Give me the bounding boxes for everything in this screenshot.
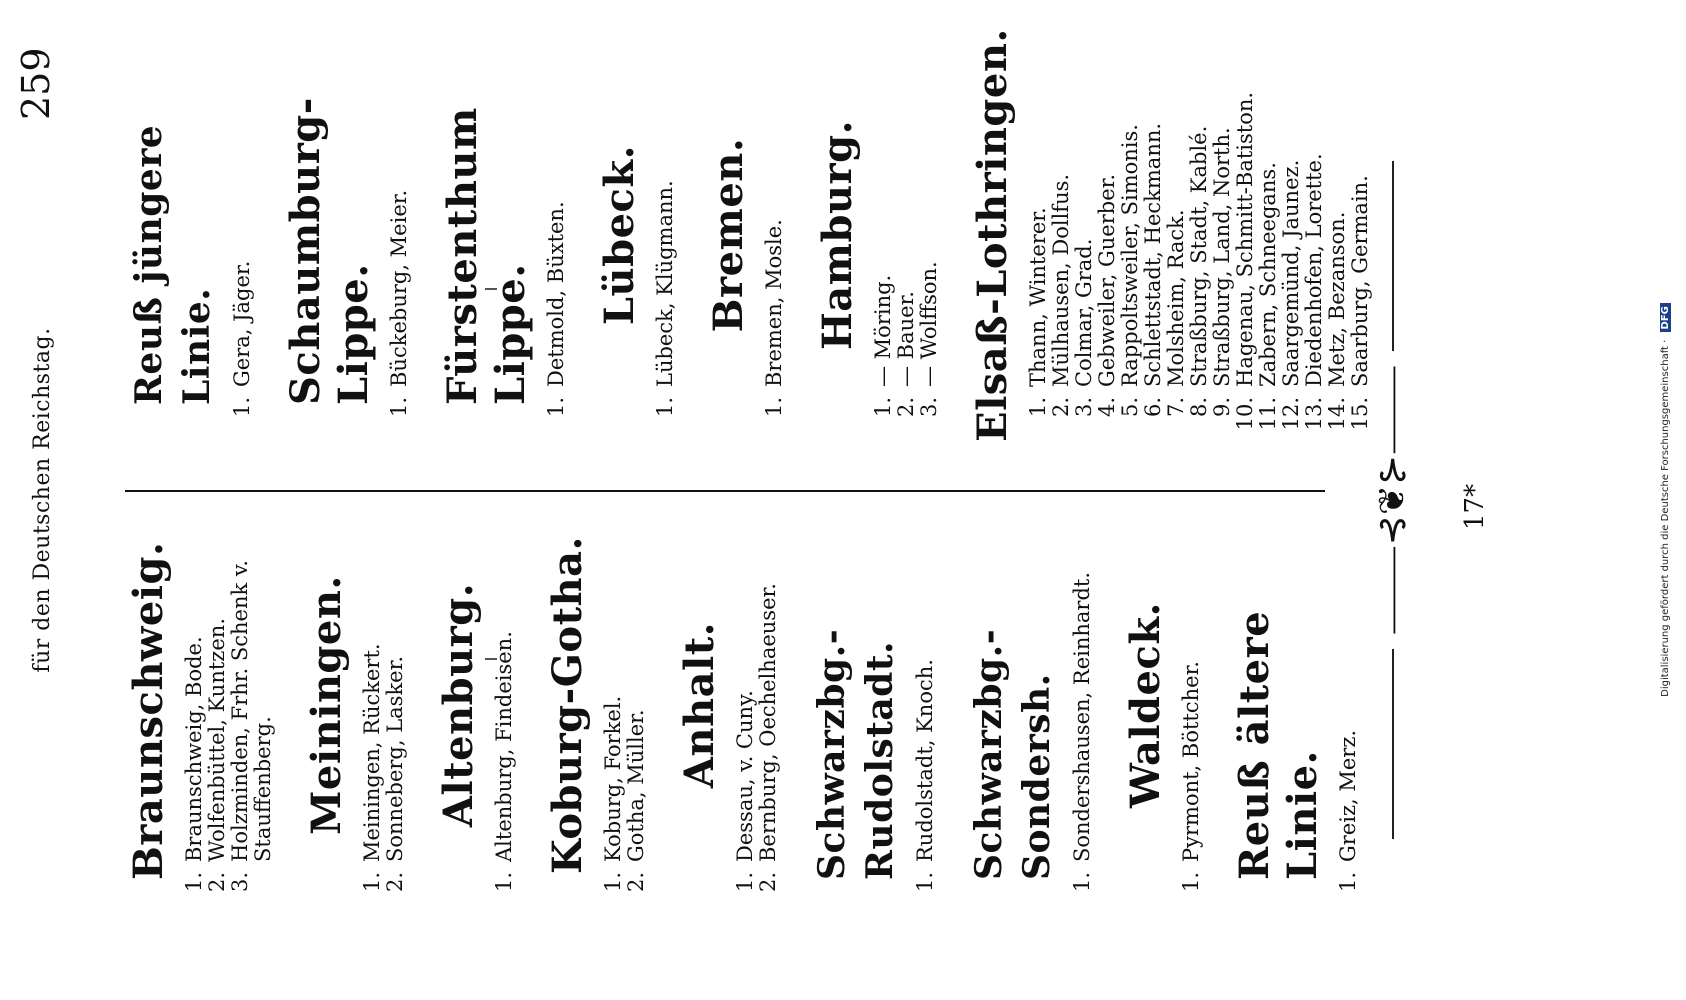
- entry-text: Colmar, Grad.: [1072, 238, 1096, 387]
- state-section: [705, 25, 786, 445]
- constituency-entry: [1119, 25, 1142, 431]
- entry-text: Thann, Winterer.: [1026, 207, 1050, 387]
- entry-number: 1.: [387, 397, 411, 418]
- state-heading: Fürstenthum Lippe.: [439, 107, 534, 405]
- entry-number: 1.: [544, 397, 568, 418]
- entry-number: 2.: [894, 397, 918, 418]
- entry-number: 6.: [1141, 397, 1165, 418]
- state-heading: Schaumburg-Lippe.: [282, 97, 377, 405]
- state-section: [125, 490, 275, 920]
- constituency-entry: [545, 25, 568, 431]
- entry-text: Saarburg, Germain.: [1348, 175, 1372, 387]
- entry-number: 1.: [230, 397, 254, 418]
- right-column: [125, 25, 1400, 445]
- constituency-list: [734, 490, 780, 920]
- constituency-entry: [1211, 25, 1234, 431]
- entry-number: 11.: [1256, 397, 1280, 431]
- state-section: [439, 25, 568, 445]
- constituency-entry: [1180, 490, 1203, 906]
- entry-number: 1.: [1070, 872, 1094, 893]
- entry-number: 4.: [1095, 397, 1119, 418]
- entry-number: 2.: [1049, 397, 1073, 418]
- state-section: [303, 490, 407, 920]
- entry-number: 1.: [601, 872, 625, 893]
- constituency-entry: [757, 490, 780, 906]
- constituency-list: [654, 25, 677, 445]
- constituency-entry: [763, 25, 786, 431]
- closing-ornament: [1372, 0, 1413, 1000]
- constituency-entry: [734, 490, 757, 906]
- entry-text: Bückeburg, Meier.: [387, 189, 411, 387]
- entry-number: 10.: [1233, 397, 1257, 431]
- constituency-entry: [1326, 25, 1349, 431]
- entry-text: Gebweiler, Guerber.: [1095, 173, 1119, 387]
- constituency-entry: [1188, 25, 1211, 431]
- entry-number: 7.: [1164, 397, 1188, 418]
- state-heading: Koburg-Gotha.: [544, 536, 591, 875]
- entry-text: Dessau, v. Cuny.: [733, 690, 757, 862]
- state-section: [1122, 490, 1203, 920]
- entry-text: Straßburg, Stadt, Kablé.: [1187, 125, 1211, 387]
- ornament-rule: [1392, 649, 1394, 839]
- constituency-list: [183, 490, 275, 920]
- entry-number: 2.: [756, 872, 780, 893]
- entry-text: Gotha, Müller.: [624, 709, 648, 862]
- entry-text: Diedenhofen, Lorette.: [1302, 153, 1326, 387]
- entry-number: 2.: [383, 872, 407, 893]
- state-heading: Altenburg.: [435, 582, 482, 828]
- constituency-list: [493, 490, 516, 920]
- state-heading: Elsaß-Lothringen.: [969, 28, 1016, 442]
- entry-number: 14.: [1325, 397, 1349, 431]
- entry-number: 3.: [917, 397, 941, 418]
- entry-number: 3.: [228, 872, 252, 893]
- constituency-entry: [872, 25, 895, 431]
- constituency-entry: [1142, 25, 1165, 431]
- constituency-list: [872, 25, 941, 445]
- constituency-entry: [1234, 25, 1257, 431]
- entry-text: Gera, Jäger.: [230, 260, 254, 387]
- entry-text: Greiz, Merz.: [1336, 729, 1360, 862]
- entry-text: — Möring.: [871, 274, 895, 387]
- entry-number: 9.: [1210, 397, 1234, 418]
- constituency-entry: [361, 490, 384, 906]
- signature-mark: 17*: [1460, 483, 1490, 530]
- state-section: [125, 25, 254, 445]
- state-section: [435, 490, 516, 920]
- ornament-rule: [1392, 161, 1394, 351]
- constituency-entry: [1027, 25, 1050, 431]
- constituency-list: [1180, 490, 1203, 920]
- entry-number: 5.: [1118, 397, 1142, 418]
- entry-text: Detmold, Büxten.: [544, 201, 568, 387]
- entry-number: 1.: [360, 872, 384, 893]
- entry-number: 1.: [762, 397, 786, 418]
- entry-text: Holzminden, Frhr. Schenk v.: [228, 560, 252, 862]
- entry-number: 1.: [1026, 397, 1050, 418]
- constituency-entry: [914, 490, 937, 906]
- state-section: [965, 490, 1094, 920]
- entry-number: 1.: [913, 872, 937, 893]
- entry-text: Straßburg, Land, North.: [1210, 127, 1234, 387]
- entry-text: Rudolstadt, Knoch.: [913, 659, 937, 862]
- entry-text: Stauffenberg.: [251, 716, 275, 862]
- credit-text: Digitalisierung gefördert durch die Deutsche Forschungsgemeinschaft ·: [1660, 339, 1671, 697]
- constituency-entry: [654, 25, 677, 431]
- state-heading: Schwarzbg.-Sondersh.: [968, 628, 1058, 880]
- state-heading: Reuß jüngere Linie.: [128, 124, 218, 405]
- constituency-list: [388, 25, 411, 445]
- entry-number: 2.: [624, 872, 648, 893]
- state-section: [969, 25, 1372, 445]
- state-heading: Lübeck.: [596, 144, 643, 326]
- constituency-entry: [183, 490, 206, 906]
- constituency-entry: [231, 25, 254, 431]
- entry-number: 1.: [871, 397, 895, 418]
- constituency-entry: [1165, 25, 1188, 431]
- constituency-entry: [388, 25, 411, 431]
- entry-text: Metz, Bezanson.: [1325, 211, 1349, 387]
- state-heading: Meiningen.: [303, 575, 350, 835]
- constituency-list: [231, 25, 254, 445]
- state-section: [544, 490, 648, 920]
- entry-number: [252, 872, 275, 906]
- entry-text: — Wolffson.: [917, 261, 941, 387]
- state-heading: Braunschweig.: [125, 541, 172, 880]
- entry-number: 12.: [1279, 397, 1303, 431]
- entry-number: 1.: [733, 872, 757, 893]
- entry-number: 1.: [1336, 872, 1360, 893]
- constituency-entry: [1303, 25, 1326, 431]
- entry-text: Sonneberg, Lasker.: [383, 655, 407, 862]
- entry-text: Zabern, Schneegans.: [1256, 162, 1280, 387]
- constituency-entry: [918, 25, 941, 431]
- constituency-list: [602, 490, 648, 920]
- state-section: [814, 25, 941, 445]
- entry-text: Braunschweig, Bode.: [182, 636, 206, 862]
- constituency-entry: [625, 490, 648, 906]
- state-heading: Schwarzbg.-Rudolstadt.: [811, 628, 901, 880]
- entry-text: Molsheim, Rack.: [1164, 209, 1188, 387]
- constituency-entry: [602, 490, 625, 906]
- constituency-entry: [206, 490, 229, 906]
- state-heading: Reuß ältere Linie.: [1231, 610, 1326, 880]
- constituency-entry: [1337, 490, 1360, 906]
- entry-number: 1.: [182, 872, 206, 893]
- constituency-entry: [1096, 25, 1119, 431]
- state-heading: Bremen.: [705, 137, 752, 333]
- entry-number: 15.: [1348, 397, 1372, 431]
- constituency-entry: [1280, 25, 1303, 431]
- entry-text: Pyrmont, Böttcher.: [1179, 661, 1203, 862]
- constituency-entry: [1073, 25, 1096, 431]
- constituency-entry: [1349, 25, 1372, 431]
- state-heading: Waldeck.: [1122, 602, 1169, 808]
- constituency-entry: [1257, 25, 1280, 431]
- state-section: [596, 25, 677, 445]
- entry-text: Koburg, Forkel.: [601, 695, 625, 862]
- entry-text: Sondershausen, Reinhardt.: [1070, 571, 1094, 862]
- state-section: [676, 490, 780, 920]
- entry-text: Schlettstadt, Heckmann.: [1141, 122, 1165, 387]
- entry-number: 1.: [1179, 872, 1203, 893]
- state-section: [808, 490, 937, 920]
- constituency-entry: [1050, 25, 1073, 431]
- constituency-entry: [229, 490, 252, 906]
- constituency-list: [1071, 490, 1094, 920]
- entry-text: Saargemünd, Jaunez.: [1279, 159, 1303, 387]
- page-number: 259: [14, 47, 58, 120]
- entry-text: Mülhausen, Dollfus.: [1049, 173, 1073, 387]
- constituency-list: [1337, 490, 1360, 920]
- constituency-entry: [384, 490, 407, 906]
- constituency-entry: [252, 490, 275, 906]
- entry-text: Lübeck, Klügmann.: [653, 180, 677, 387]
- constituency-entry: [1071, 490, 1094, 906]
- state-heading: Anhalt.: [676, 621, 723, 789]
- constituency-entry: [493, 490, 516, 906]
- entry-text: Meiningen, Rückert.: [360, 643, 384, 862]
- state-heading: Hamburg.: [814, 119, 861, 351]
- dfg-logo: DFG: [1660, 303, 1671, 332]
- constituency-entry: [895, 25, 918, 431]
- entry-number: 2.: [205, 872, 229, 893]
- entry-number: 1.: [653, 397, 677, 418]
- constituency-list: [1027, 25, 1372, 445]
- left-column: [125, 490, 1388, 920]
- constituency-list: [361, 490, 407, 920]
- entry-number: 13.: [1302, 397, 1326, 431]
- ornament-flourish: ⸻⊰❦⊱⸻: [1372, 364, 1413, 636]
- entry-number: 3.: [1072, 397, 1096, 418]
- entry-text: Rappoltsweiler, Simonis.: [1118, 124, 1142, 387]
- entry-number: 8.: [1187, 397, 1211, 418]
- entry-text: Wolfenbüttel, Kuntzen.: [205, 618, 229, 862]
- entry-number: 1.: [492, 872, 516, 893]
- entry-text: Altenburg, Findeisen.: [492, 631, 516, 862]
- running-header: für den Deutschen Reichstag.: [30, 327, 55, 673]
- entry-text: — Bauer.: [894, 291, 918, 387]
- constituency-list: [545, 25, 568, 445]
- digitization-credit: [1660, 0, 1671, 1000]
- entry-text: Hagenau, Schmitt-Batiston.: [1233, 91, 1257, 387]
- constituency-list: [914, 490, 937, 920]
- constituency-list: [763, 25, 786, 445]
- entry-text: Bernburg, Oechelhaeuser.: [756, 583, 780, 862]
- entry-text: Bremen, Mosle.: [762, 219, 786, 387]
- state-section: [1231, 490, 1360, 920]
- state-section: [282, 25, 411, 445]
